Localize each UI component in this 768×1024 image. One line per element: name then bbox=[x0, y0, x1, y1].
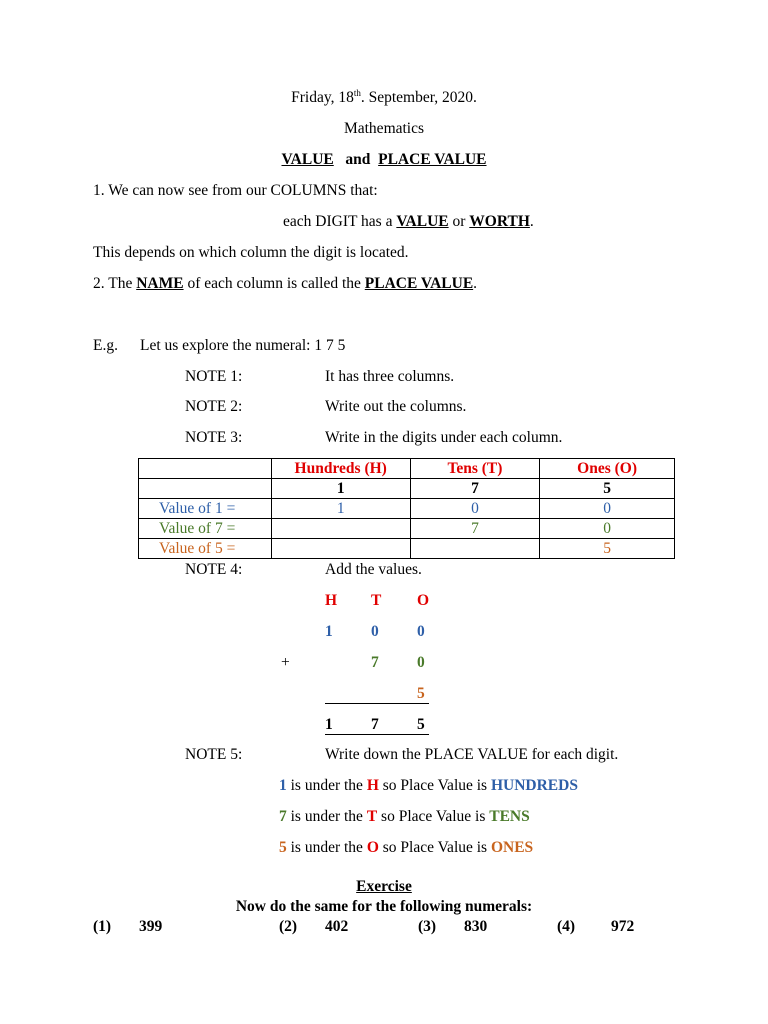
addition-row-2-o: 0 bbox=[417, 654, 425, 671]
table-row-label: Value of 1 = bbox=[139, 499, 272, 519]
date-line: Friday, 18th. September, 2020. bbox=[291, 87, 477, 106]
exercise-item-1-value: 399 bbox=[139, 918, 163, 935]
addition-row-1-h: 1 bbox=[325, 623, 333, 640]
exercise-title: Exercise bbox=[356, 878, 412, 895]
note-4-text: Add the values. bbox=[325, 561, 422, 578]
table-cell: 0 bbox=[410, 499, 539, 519]
subject-title: Mathematics bbox=[343, 120, 425, 137]
place-value-line-2: 7 is under the T so Place Value is TENS bbox=[279, 808, 530, 825]
table-header-empty bbox=[139, 459, 272, 479]
table-cell: 1 bbox=[271, 479, 410, 499]
point-1-line-2: each DIGIT has a VALUE or WORTH. bbox=[283, 213, 534, 230]
table-cell: 7 bbox=[410, 479, 539, 499]
addition-row-3-o: 5 bbox=[417, 685, 425, 702]
example-label: E.g. bbox=[93, 337, 118, 354]
table-header-row bbox=[139, 459, 675, 479]
place-value-table bbox=[138, 458, 675, 559]
addition-total-row bbox=[325, 716, 429, 735]
table-row-label: Value of 7 = bbox=[139, 519, 272, 539]
table-header-ones: Ones (O) bbox=[540, 459, 675, 479]
note-5-text: Write down the PLACE VALUE for each digit. bbox=[325, 746, 619, 763]
exercise-instruction: Now do the same for the following numerals: bbox=[235, 898, 533, 915]
table-row bbox=[139, 539, 675, 559]
table-cell bbox=[271, 519, 410, 539]
addition-row-1-o: 0 bbox=[417, 623, 425, 640]
note-3-text: Write in the digits under each column. bbox=[325, 429, 563, 446]
table-cell: 7 bbox=[410, 519, 539, 539]
addition-total-t: 7 bbox=[371, 716, 379, 733]
exercise-item-3-number: (3) bbox=[418, 918, 437, 935]
table-cell bbox=[139, 479, 272, 499]
exercise-item-1-number: (1) bbox=[93, 918, 112, 935]
addition-row-1-t: 0 bbox=[371, 623, 379, 640]
table-cell: 1 bbox=[271, 499, 410, 519]
addition-total-o: 5 bbox=[417, 716, 425, 733]
table-cell: 5 bbox=[540, 539, 675, 559]
plus-sign: + bbox=[281, 654, 290, 671]
table-cell bbox=[410, 539, 539, 559]
note-5-label: NOTE 5: bbox=[185, 746, 243, 763]
sum-underline bbox=[325, 703, 429, 704]
table-row bbox=[139, 519, 675, 539]
table-cell: 5 bbox=[540, 479, 675, 499]
addition-row-2-t: 7 bbox=[371, 654, 379, 671]
point-1-line-3: This depends on which column the digit is located. bbox=[93, 244, 409, 261]
note-2-label: NOTE 2: bbox=[185, 398, 243, 415]
table-digit-row bbox=[139, 479, 675, 499]
example-text: Let us explore the numeral: 1 7 5 bbox=[140, 337, 346, 354]
point-1-line-1: 1. We can now see from our COLUMNS that: bbox=[93, 182, 378, 199]
note-3-label: NOTE 3: bbox=[185, 429, 243, 446]
note-1-label: NOTE 1: bbox=[185, 368, 243, 385]
addition-header-t: T bbox=[371, 592, 382, 609]
table-row bbox=[139, 499, 675, 519]
table-cell: 0 bbox=[540, 519, 675, 539]
addition-header-h: H bbox=[325, 592, 338, 609]
table-row-label: Value of 5 = bbox=[139, 539, 272, 559]
lesson-title: VALUE and PLACE VALUE bbox=[281, 151, 487, 168]
addition-total-h: 1 bbox=[325, 716, 333, 733]
exercise-item-2-number: (2) bbox=[279, 918, 298, 935]
exercise-item-2-value: 402 bbox=[325, 918, 349, 935]
exercise-item-3-value: 830 bbox=[464, 918, 488, 935]
note-2-text: Write out the columns. bbox=[325, 398, 467, 415]
note-4-label: NOTE 4: bbox=[185, 561, 243, 578]
exercise-item-4-number: (4) bbox=[557, 918, 576, 935]
place-value-line-1: 1 is under the H so Place Value is HUNDREDS bbox=[279, 777, 578, 794]
note-1-text: It has three columns. bbox=[325, 368, 455, 385]
addition-header-o: O bbox=[417, 592, 430, 609]
table-cell: 0 bbox=[540, 499, 675, 519]
point-2-line: 2. The NAME of each column is called the PLACE VALUE. bbox=[93, 275, 478, 292]
table-cell bbox=[271, 539, 410, 559]
table-header-hundreds: Hundreds (H) bbox=[271, 459, 410, 479]
place-value-line-3: 5 is under the O so Place Value is ONES bbox=[279, 839, 534, 856]
table-header-tens: Tens (T) bbox=[410, 459, 539, 479]
exercise-item-4-value: 972 bbox=[611, 918, 635, 935]
